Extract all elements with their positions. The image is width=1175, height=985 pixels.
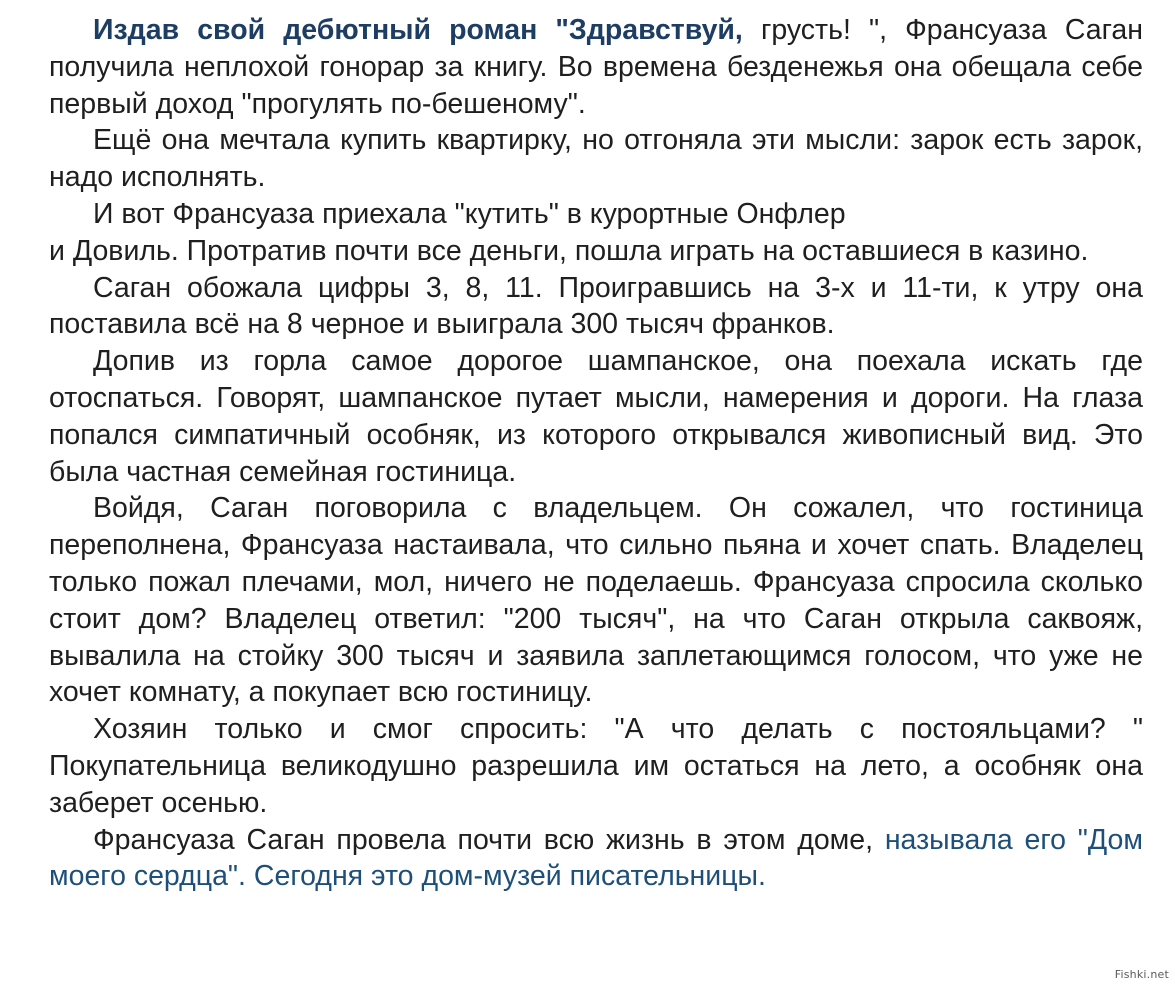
paragraph-7-text: Хозяин только и смог спросить: "А что делать с постояльцами? " Покупательница великодушно разрешила им остаться на лето, а особняк она заберет осенью. bbox=[49, 713, 1143, 819]
paragraph-3 bbox=[49, 196, 1143, 270]
paragraph-7 bbox=[49, 711, 1143, 821]
paragraph-6-text: Войдя, Саган поговорила с владельцем. Он сожалел, что гостиница переполнена, Франсуаза настаивала, что сильно пьяна и хочет спать. Владелец только пожал плечами, мол, ничего не поделаешь. Франсуаза спросила сколько стоит дом? Владелец ответил: "200 тысяч", на что Саган открыла саквояж, вывалила на стойку 300 тысяч и заявила заплетающимся голосом, что уже не хочет комнату, а покупает всю гостиницу. bbox=[49, 492, 1143, 709]
watermark-logo: Fishki.net bbox=[1114, 968, 1169, 981]
paragraph-3-text: и Довиль. Протратив почти все деньги, пошла играть на оставшиеся в казино. bbox=[49, 234, 1089, 267]
paragraph-6 bbox=[49, 490, 1143, 711]
paragraph-3-line-1: И вот Франсуаза приехала "кутить" в курортные Онфлер bbox=[93, 197, 846, 230]
lead-phrase: Издав свой дебютный роман "Здравствуй, bbox=[93, 14, 743, 46]
paragraph-2-text: Ещё она мечтала купить квартирку, но отгоняла эти мысли: зарок есть зарок, надо исполнять. bbox=[49, 124, 1143, 194]
museum-link[interactable]: называла его "Дом моего сердца". Сегодня это дом-музей писательницы. bbox=[49, 823, 1143, 893]
paragraph-4-text: Саган обожала цифры 3, 8, 11. Проигравшись на 3-х и 11-ти, к утру она поставила всё на 8 черное и выиграла 300 тысяч франков. bbox=[49, 271, 1143, 341]
paragraph-1-text: грусть! ", Франсуаза Саган получила неплохой гонорар за книгу. Во времена безденежья она обещала себе первый доход "прогулять по-бешеному". bbox=[49, 14, 1144, 120]
paragraph-2 bbox=[49, 122, 1143, 196]
article-body bbox=[49, 12, 1143, 895]
paragraph-8-text: Франсуаза Саган провела почти всю жизнь в этом доме, bbox=[93, 823, 885, 856]
paragraph-8 bbox=[49, 822, 1143, 896]
paragraph-5 bbox=[49, 343, 1143, 490]
paragraph-5-text: Допив из горла самое дорогое шампанское, она поехала искать где отоспаться. Говорят, шампанское путает мысли, намерения и дороги. На глаза попался симпатичный особняк, из которого открывался живописный вид. Это была частная семейная гостиница. bbox=[49, 345, 1143, 488]
paragraph-1 bbox=[49, 12, 1143, 122]
paragraph-4 bbox=[49, 270, 1143, 344]
